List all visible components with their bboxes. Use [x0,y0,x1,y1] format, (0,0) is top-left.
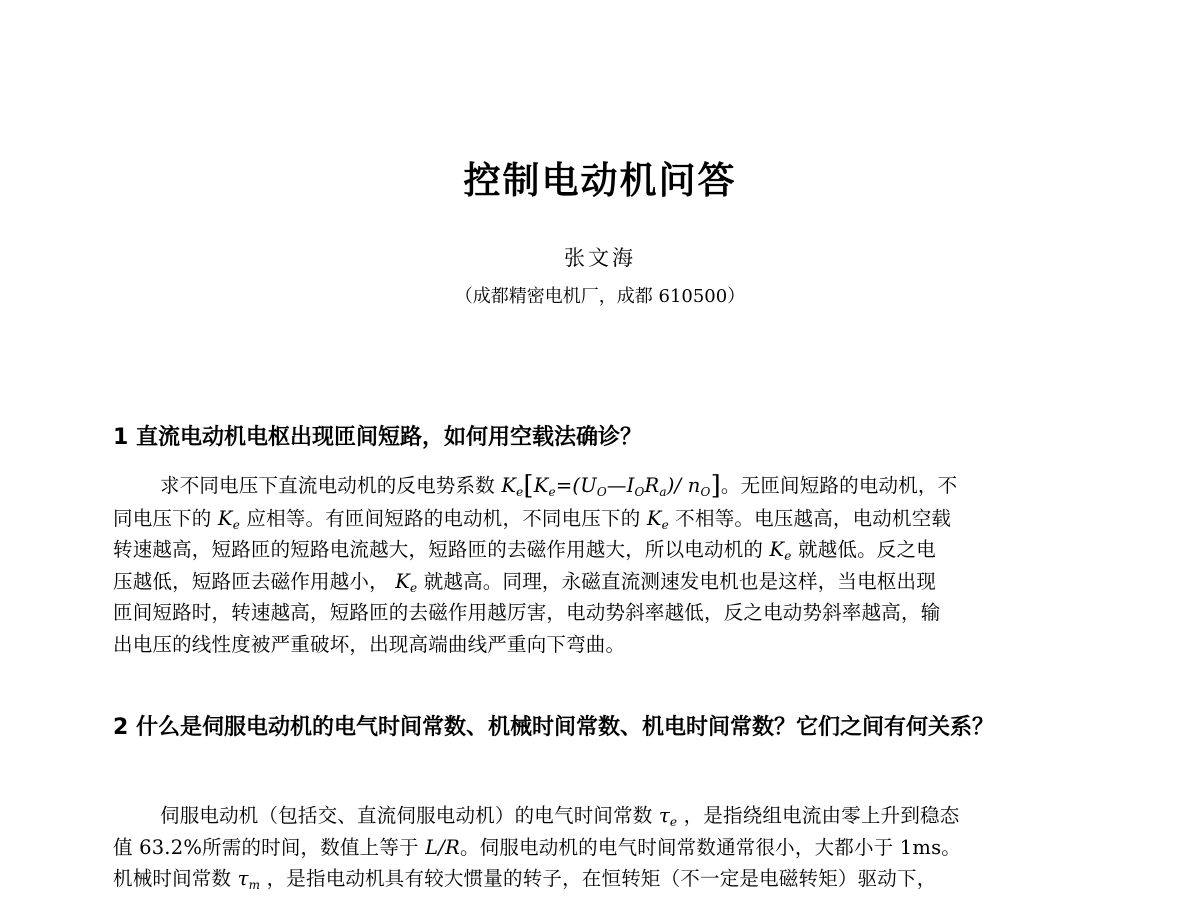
paragraph-line [113,470,1098,503]
text-run: 就越低。反之电 [791,538,936,561]
paragraph-line [113,566,1098,598]
subscript: O [634,485,645,499]
subscript: O [700,485,711,499]
text-run: 。伺服电动机的电气时间常数通常很小，大都小于 1ms。 [459,835,961,859]
symbol-ke [770,538,792,561]
formula [534,474,711,497]
symbol-l-over-r: L/R [425,835,460,859]
text-run: K [646,506,662,530]
section-2-paragraph [113,800,1098,895]
text-run: 同电压下的 [113,506,218,530]
paragraph-line [113,863,1098,895]
subscript: a [659,485,667,499]
symbol-tau-e [659,804,677,827]
text-run: 伺服电动机（包括交、直流伺服电动机）的电气时间常数 [160,804,659,827]
symbol-ke [395,570,417,593]
author-affiliation: （成都精密电机厂，成都 610500） [454,286,746,307]
paragraph-line [113,800,1098,832]
author-name: 张文海 [564,246,636,270]
section-1-paragraph [113,470,1098,660]
text-run: K [217,506,233,530]
text-run: K [395,569,410,593]
subscript: e [784,549,792,563]
text-run: 机械时间常数 [113,867,238,890]
paragraph-line [113,503,1098,535]
section-1-heading: 1 直流电动机电枢出现匝间短路，如何用空载法确诊？ [113,425,642,450]
text-run: τ [658,804,670,827]
symbol-ke [218,507,240,530]
text-run: ，是指电动机具有较大惯量的转子，在恒转矩（不一定是电磁转矩）驱动下， [260,867,937,890]
text-run: =(U [555,474,597,497]
section-2-heading: 2 什么是伺服电动机的电气时间常数、机械时间常数、机电时间常数？它们之间有何关系？ [113,715,994,740]
text-run: 。无匝间短路的电动机，不 [720,474,958,497]
subscript: e [516,485,524,499]
text-run: τ [237,867,249,890]
text-run: K [501,474,517,497]
subscript: e [409,580,418,595]
paragraph-line [113,534,1098,566]
symbol-ke [501,474,523,497]
text-run: 应相等。有匝间短路的电动机，不同电压下的 [240,506,647,530]
paragraph-line [113,832,1098,864]
subscript: e [661,517,669,532]
subscript: O [596,485,607,499]
formula-bracket-close: ] [710,471,721,501]
paragraph-line: 匝间短路时，转速越高，短路匝的去磁作用越厉害，电动势斜率越低，反之电动势斜率越高，输 [113,601,941,624]
text-run: 压越低，短路匝去磁作用越小， [113,569,396,593]
subscript: e [669,815,678,829]
text-run: —I [606,474,635,497]
text-run: 求不同电压下直流电动机的反电势系数 [160,474,502,497]
text-run: )/ n [666,474,701,497]
subscript: m [248,878,261,892]
subscript: e [232,517,240,532]
text-run: 不相等。电压越高，电动机空载 [668,506,952,530]
subscript: e [548,485,556,499]
text-run: R [644,474,660,497]
symbol-tau-m [238,867,261,890]
text-run: 转速越高，短路匝的短路电流越大，短路匝的去磁作用越大，所以电动机的 [113,538,770,561]
symbol-ke [647,507,669,530]
text-run: 就越高。同理，永磁直流测速发电机也是这样，当电枢出现 [417,569,936,593]
text-run: K [533,474,549,497]
formula-bracket-open: [ [523,471,534,501]
text-run: ，是指绕组电流由零上升到稳态 [677,804,960,827]
text-run: 值 63.2%所需的时间，数值上等于 [113,835,426,859]
text-run: K [769,538,785,561]
paragraph-line: 出电压的线性度被严重破坏，出现高端曲线严重向下弯曲。 [113,632,626,656]
paper-title: 控制电动机问答 [463,159,737,202]
